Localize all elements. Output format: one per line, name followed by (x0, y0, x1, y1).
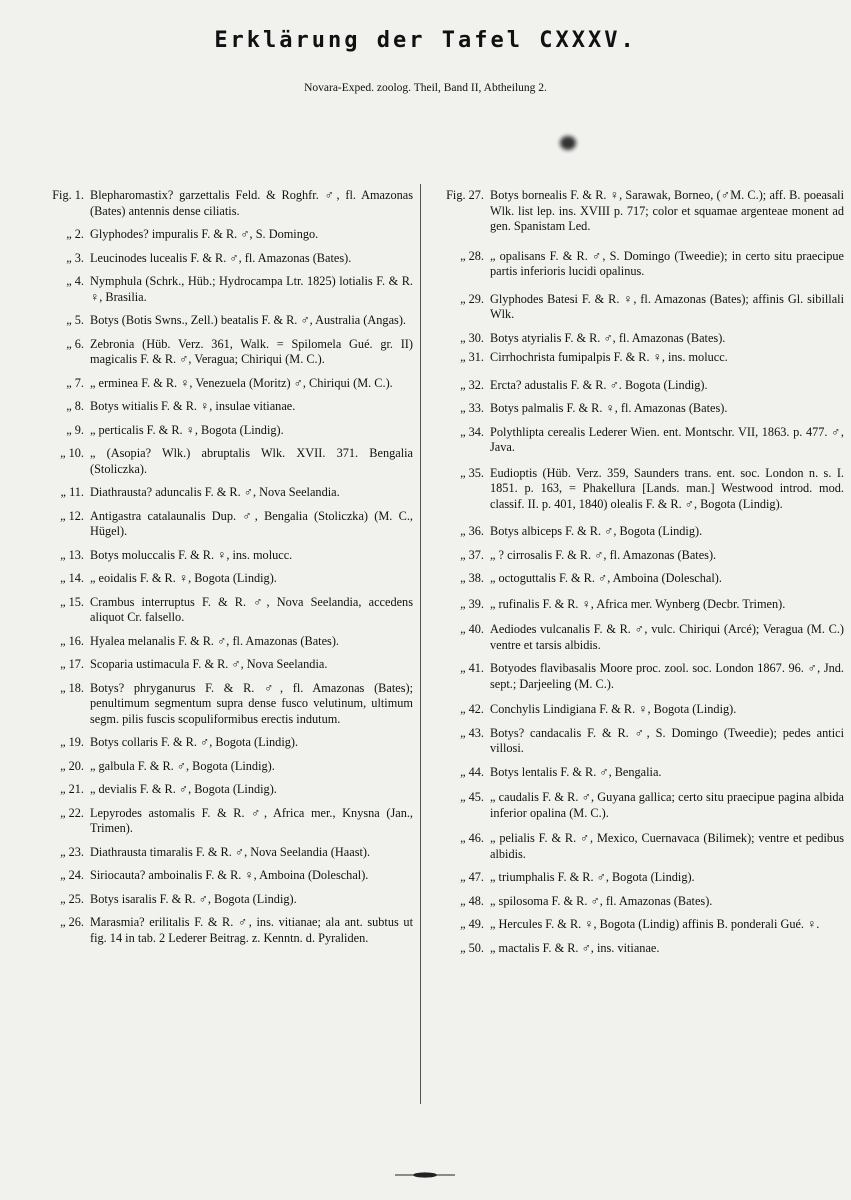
figure-number: „ 5. (66, 313, 84, 327)
figure-number: „ 38. (460, 571, 484, 585)
figure-entry (8, 337, 413, 368)
figure-entry (8, 806, 413, 837)
figure-number: „ 31. (460, 350, 484, 364)
figure-description: „ Hercules F. & R. ♀, Bogota (Lindig) affinis B. ponderali Gué. ♀. (490, 917, 820, 931)
figure-description: „ pelialis F. & R. ♂, Mexico, Cuernavaca (Bilimek); ventre et pedibus albidis. (490, 831, 844, 861)
figure-number: „ 29. (460, 291, 484, 306)
column-divider (420, 184, 421, 1104)
figure-entry (8, 595, 413, 626)
figure-entry (424, 378, 844, 394)
figure-number: „ 20. (60, 758, 84, 773)
figure-number: „ 35. (460, 465, 484, 480)
left-column (8, 188, 413, 946)
figure-entry (424, 702, 844, 718)
figure-number: „ 13. (60, 547, 84, 562)
figure-number: „ 46. (460, 831, 484, 845)
figure-description: „ (Asopia? Wlk.) abruptalis Wlk. XVII. 371. Bengalia (Stoliczka). (90, 446, 413, 476)
figure-description: Cirrhochrista fumipalpis F. & R. ♀, ins. molucc. (490, 350, 728, 364)
figure-description: Botys lentalis F. & R. ♂, Bengalia. (490, 764, 662, 779)
figure-entry (8, 868, 413, 884)
figure-description: Marasmia? erilitalis F. & R. ♂, ins. vitianae; ala ant. subtus ut fig. 14 in tab. 2 Lederer Beitrag. z. Kenntn. d. Pyraliden. (90, 915, 413, 945)
figure-description: Botys bornealis F. & R. ♀, Sarawak, Borneo, (♂M. C.); aff. B. poeasali Wlk. list lep. ins. XVIII p. 717; color et squamae argenteae monent ad gen. Spanistam Led. (490, 188, 844, 233)
figure-entry (8, 735, 413, 751)
figure-entry (424, 941, 844, 957)
figure-number: „ 6. (66, 336, 84, 351)
figure-entry (424, 894, 844, 910)
figure-description: Nymphula (Schrk., Hüb.; Hydrocampa Ltr. 1825) lotialis F. & R. ♀, Brasilia. (90, 274, 413, 304)
figure-description: Glyphodes Batesi F. & R. ♀, fl. Amazonas (Bates); affinis Gl. sibillali Wlk. (490, 291, 844, 321)
figure-description: Botys? phryganurus F. & R. ♂, fl. Amazonas (Bates); penultimum segmentum supra dense fusco velutinum, ultimum segm. pilis fuscis scopuliformibus erectis indutum. (90, 680, 413, 726)
figure-entry (424, 790, 844, 821)
figure-description: Diathrausta timaralis F. & R. ♂, Nova Seelandia (Haast). (90, 844, 371, 859)
figure-entry (8, 399, 413, 415)
figure-number: „ 11. (60, 485, 84, 499)
figure-number: „ 42. (460, 702, 484, 716)
figure-number: „ 7. (66, 375, 84, 390)
figure-number: „ 15. (60, 594, 84, 609)
figure-entry (8, 657, 413, 673)
figure-entry (8, 274, 413, 305)
figure-number: „ 50. (460, 940, 484, 955)
figure-description: Conchylis Lindigiana F. & R. ♀, Bogota (Lindig). (490, 702, 737, 716)
figure-number: „ 30. (460, 330, 484, 345)
figure-entry (8, 759, 413, 775)
figure-number: „ 39. (460, 596, 484, 611)
figure-entry (424, 331, 844, 347)
figure-description: „ devialis F. & R. ♂, Bogota (Lindig). (90, 782, 277, 796)
figure-number: „ 28. (460, 248, 484, 263)
figure-description: Botys moluccalis F. & R. ♀, ins. molucc. (90, 547, 293, 562)
figure-entry (424, 350, 844, 366)
figure-description: Ercta? adustalis F. & R. ♂. Bogota (Lindig). (490, 377, 708, 392)
figure-entry (8, 915, 413, 946)
figure-entry (424, 597, 844, 613)
figure-description: „ spilosoma F. & R. ♂, fl. Amazonas (Bates). (490, 893, 713, 908)
figure-entry (424, 870, 844, 886)
figure-description: Botys palmalis F. & R. ♀, fl. Amazonas (Bates). (490, 401, 728, 415)
figure-description: „ octoguttalis F. & R. ♂, Amboina (Doleschal). (490, 571, 722, 585)
ornament-divider (395, 1172, 455, 1178)
ink-smudge (560, 136, 576, 150)
figure-description: Botyodes flavibasalis Moore proc. zool. soc. London 1867. 96. ♂, Jnd. sept.; Darjeeling (M. C.). (490, 661, 844, 691)
figure-description: Crambus interruptus F. & R. ♂, Nova Seelandia, accedens aliquot Cr. falsello. (90, 594, 413, 624)
figure-entry (424, 831, 844, 862)
figure-description: Siriocauta? amboinalis F. & R. ♀, Amboina (Doleschal). (90, 868, 369, 882)
figure-entry (424, 917, 844, 933)
figure-entry (8, 485, 413, 501)
figure-number: „ 41. (460, 661, 484, 675)
figure-number: „ 34. (460, 424, 484, 439)
figure-number: „ 43. (460, 725, 484, 740)
figure-number: „ 17. (60, 657, 84, 671)
figure-entry (8, 313, 413, 329)
figure-description: „ ? cirrosalis F. & R. ♂, fl. Amazonas (Bates). (490, 547, 717, 562)
figure-description: Botys witialis F. & R. ♀, insulae vitianae. (90, 399, 296, 413)
figure-number: „ 37. (460, 547, 484, 562)
figure-entry (8, 423, 413, 439)
figure-number: „ 12. (60, 508, 84, 523)
figure-number: „ 19. (60, 735, 84, 749)
figure-description: „ erminea F. & R. ♀, Venezuela (Moritz) ♂, Chiriqui (M. C.). (90, 375, 393, 390)
figure-number: „ 44. (460, 764, 484, 779)
figure-description: „ triumphalis F. & R. ♂, Bogota (Lindig). (490, 870, 695, 884)
figure-description: Leucinodes lucealis F. & R. ♂, fl. Amazonas (Bates). (90, 250, 352, 265)
figure-entry (8, 227, 413, 243)
figure-number: „ 16. (60, 633, 84, 648)
figure-description: Scoparia ustimacula F. & R. ♂, Nova Seelandia. (90, 657, 328, 671)
figure-entry (8, 251, 413, 267)
figure-entry (8, 845, 413, 861)
figure-description: Blepharomastix? garzettalis Feld. & Roghfr. ♂, fl. Amazonas (Bates) antennis dense ciliatis. (90, 188, 413, 218)
figure-entry (424, 425, 844, 456)
figure-number: „ 33. (460, 401, 484, 415)
figure-description: Lepyrodes astomalis F. & R. ♂, Africa mer., Knysna (Jan., Trimen). (90, 805, 413, 835)
figure-number: „ 18. (60, 680, 84, 695)
page-subtitle: Novara-Exped. zoolog. Theil, Band II, Abtheilung 2. (304, 82, 547, 94)
figure-description: Hyalea melanalis F. & R. ♂, fl. Amazonas (Bates). (90, 633, 339, 648)
figure-entry (424, 188, 844, 235)
figure-number: „ 23. (60, 844, 84, 859)
figure-number: „ 24. (60, 868, 84, 882)
figure-description: Zebronia (Hüb. Verz. 361, Walk. = Spilomela Gué. gr. II) magicalis F. & R. ♂, Veragua; Chiriqui (M. C.). (90, 336, 413, 366)
figure-description: „ opalisans F. & R. ♂, S. Domingo (Tweedie); in certo situ praecipue partis inferioris lucidi opalinus. (490, 248, 844, 278)
figure-description: Botys albiceps F. & R. ♂, Bogota (Lindig). (490, 524, 703, 538)
figure-entry (424, 571, 844, 587)
figure-entry (8, 446, 413, 477)
figure-entry (424, 661, 844, 692)
figure-entry (424, 765, 844, 781)
figure-number: „ 10. (60, 446, 84, 460)
figure-description: Diathrausta? aduncalis F. & R. ♂, Nova Seelandia. (90, 485, 340, 499)
figure-description: „ rufinalis F. & R. ♀, Africa mer. Wynberg (Decbr. Trimen). (490, 596, 786, 611)
page-title: Erklärung der Tafel CXXXV. (214, 28, 637, 53)
figure-entry (8, 892, 413, 908)
figure-description: Botys isaralis F. & R. ♂, Bogota (Lindig). (90, 891, 297, 906)
figure-entry (424, 726, 844, 757)
figure-number: „ 22. (60, 805, 84, 820)
figure-entry (8, 376, 413, 392)
figure-number: „ 14. (60, 571, 84, 585)
figure-description: „ galbula F. & R. ♂, Bogota (Lindig). (90, 758, 275, 773)
figure-number: „ 47. (460, 870, 484, 884)
figure-description: Antigastra catalaunalis Dup. ♂, Bengalia (Stoliczka) (M. C., Hügel). (90, 508, 413, 538)
figure-number: „ 8. (66, 399, 84, 413)
figure-entry (424, 249, 844, 280)
figure-entry (8, 571, 413, 587)
figure-description: Botys? candacalis F. & R. ♂, S. Domingo (Tweedie); pedes antici villosi. (490, 725, 844, 755)
figure-number: „ 45. (460, 790, 484, 804)
figure-number: „ 4. (66, 274, 84, 288)
figure-number: „ 40. (460, 622, 484, 636)
figure-description: „ caudalis F. & R. ♂, Guyana gallica; certo situ praecipue pagina albida inferior opalina (M. C.). (490, 790, 844, 820)
figure-description: „ perticalis F. & R. ♀, Bogota (Lindig). (90, 422, 284, 437)
figure-entry (424, 466, 844, 513)
figure-number: „ 2. (66, 227, 84, 241)
figure-number: „ 25. (60, 891, 84, 906)
figure-entry (424, 548, 844, 564)
figure-description: Botys collaris F. & R. ♂, Bogota (Lindig). (90, 735, 299, 749)
figure-entry (8, 548, 413, 564)
figure-entry (424, 622, 844, 653)
figure-description: „ mactalis F. & R. ♂, ins. vitianae. (490, 940, 660, 955)
figure-number: „ 3. (66, 250, 84, 265)
figure-description: Botys (Botis Swns., Zell.) beatalis F. & R. ♂, Australia (Angas). (90, 313, 406, 327)
figure-number: „ 9. (66, 422, 84, 437)
figure-number: „ 48. (460, 893, 484, 908)
figure-entry (424, 401, 844, 417)
figure-number: „ 21. (60, 782, 84, 796)
figure-entry (8, 782, 413, 798)
figure-entry (8, 681, 413, 728)
figure-description: Polythlipta cerealis Lederer Wien. ent. Montschr. VII, 1863. p. 477. ♂, Java. (490, 424, 844, 454)
figure-entry (424, 524, 844, 540)
right-column (424, 188, 844, 956)
figure-number: „ 49. (460, 917, 484, 931)
figure-entry (8, 188, 413, 219)
figure-number: Fig. 27. (446, 188, 484, 202)
figure-entry (8, 634, 413, 650)
figure-entry (424, 292, 844, 323)
figure-description: „ eoidalis F. & R. ♀, Bogota (Lindig). (90, 571, 277, 585)
figure-description: Aediodes vulcanalis F. & R. ♂, vulc. Chiriqui (Arcé); Veragua (M. C.) ventre et tarsis albidis. (490, 622, 844, 652)
figure-entry (8, 509, 413, 540)
figure-number: „ 36. (460, 524, 484, 538)
figure-number: „ 26. (60, 915, 84, 929)
figure-description: Eudioptis (Hüb. Verz. 359, Saunders trans. ent. soc. London n. s. I. 1851. p. 163, = Phakellura [Lands. man.] Westwood introd. mod. classif. II. p. 401, 1840) olealis F. & R. ♂, Bogota (Lindig). (490, 465, 844, 511)
figure-number: Fig. 1. (52, 188, 84, 202)
figure-number: „ 32. (460, 377, 484, 392)
figure-description: Glyphodes? impuralis F. & R. ♂, S. Domingo. (90, 227, 319, 241)
figure-description: Botys atyrialis F. & R. ♂, fl. Amazonas (Bates). (490, 330, 726, 345)
